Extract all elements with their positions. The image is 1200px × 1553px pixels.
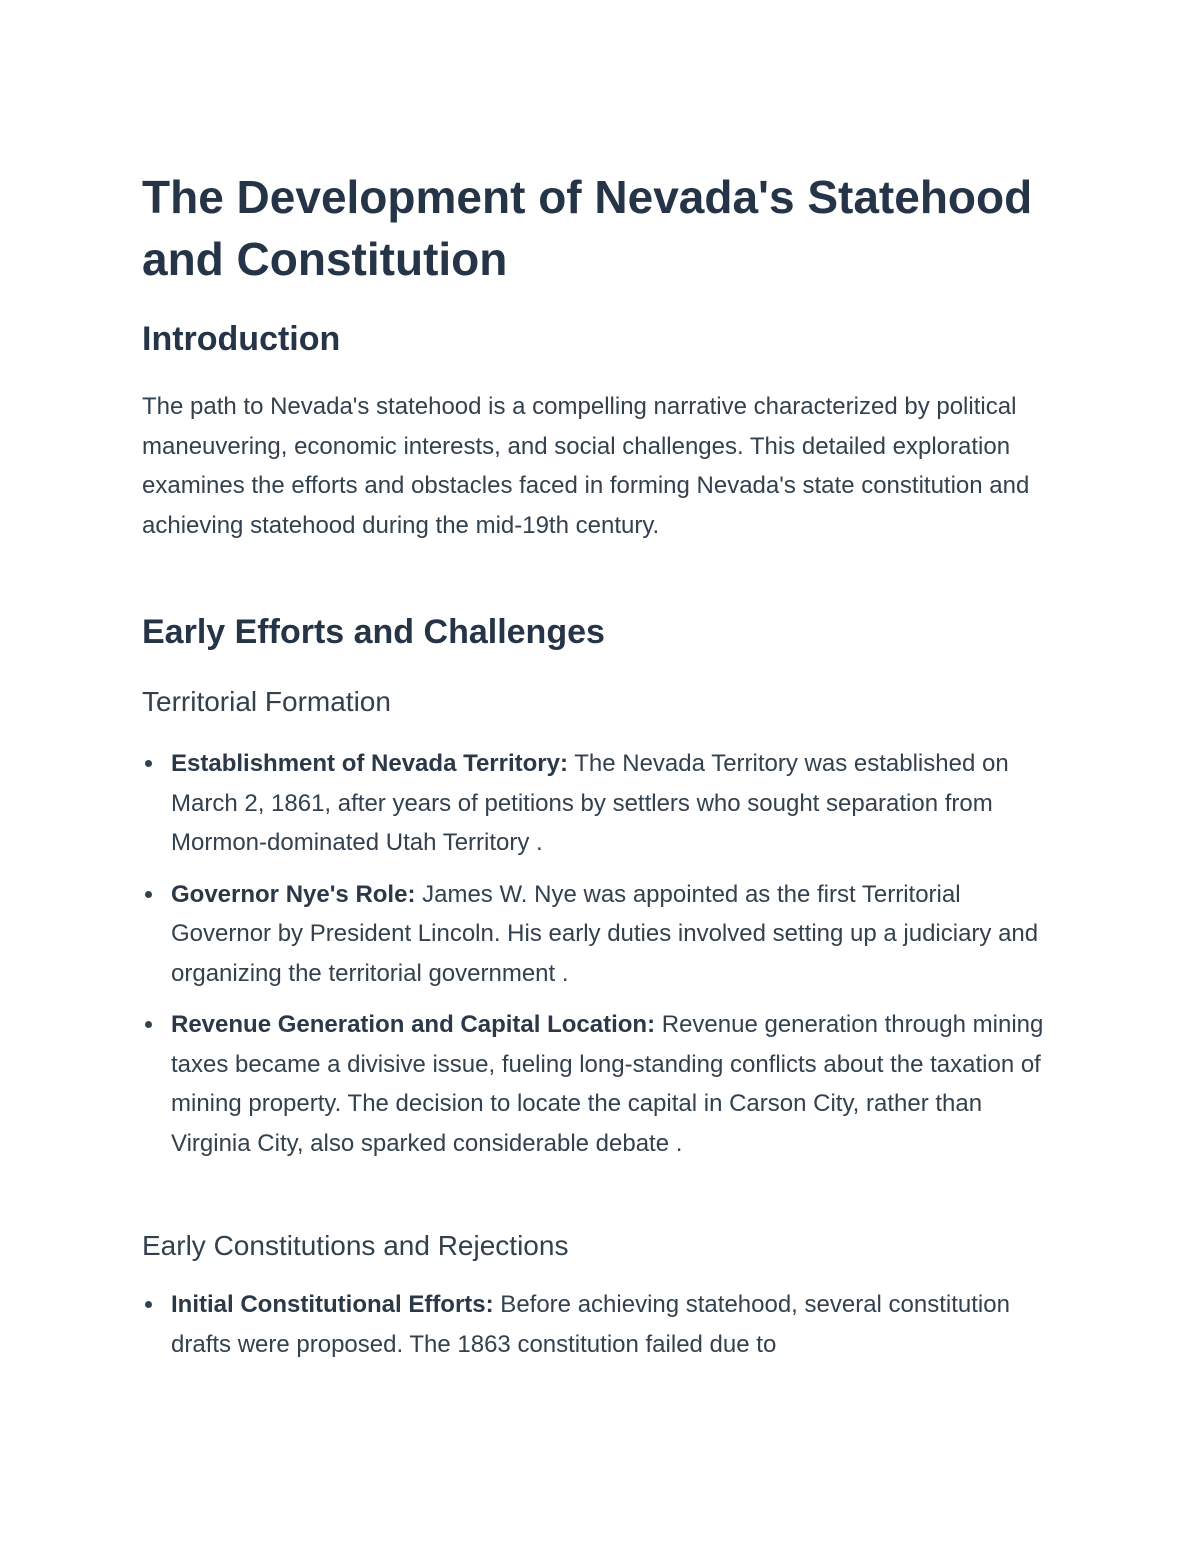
territorial-formation-heading: Territorial Formation	[142, 686, 391, 717]
list-item	[142, 1005, 1067, 1163]
list-item-text: The Nevada Territory was established on March 2, 1861, after years of petitions by settlers who sought separation from Mormon-dominated Utah Territory .	[171, 750, 1009, 856]
bullet-icon	[145, 1301, 152, 1308]
early-constitutions-list	[142, 1285, 1067, 1376]
introduction-heading: Introduction	[142, 320, 341, 358]
list-item-term: Governor Nye's Role:	[171, 880, 416, 908]
list-item-text: Before achieving statehood, several constitution drafts were proposed. The 1863 constitution failed due to	[171, 1291, 1010, 1358]
bullet-icon	[145, 1021, 152, 1028]
list-item-text: James W. Nye was appointed as the first Territorial Governor by President Lincoln. His early duties involved setting up a judiciary and organizing the territorial government .	[171, 880, 1039, 987]
list-item	[142, 1285, 1067, 1364]
list-item	[142, 875, 1067, 994]
bullet-icon	[145, 760, 152, 767]
territorial-formation-list	[142, 744, 1067, 1175]
list-item-term: Initial Constitutional Efforts:	[171, 1291, 494, 1318]
early-constitutions-heading: Early Constitutions and Rejections	[142, 1230, 569, 1261]
list-item	[142, 744, 1067, 863]
early-efforts-heading: Early Efforts and Challenges	[142, 613, 605, 651]
document-title: The Development of Nevada's Statehood and Constitution	[142, 171, 1033, 285]
introduction-paragraph: The path to Nevada's statehood is a compelling narrative characterized by political maneuvering, economic interests, and social challenges. This detailed exploration examines the efforts and obstacles faced in forming Nevada's state constitution and achieving statehood during the mid-19th century.	[142, 393, 1030, 539]
bullet-icon	[145, 891, 152, 898]
list-item-term: Revenue Generation and Capital Location:	[171, 1011, 656, 1038]
list-item-term: Establishment of Nevada Territory:	[171, 750, 568, 777]
list-item-text: Revenue generation through mining taxes became a divisive issue, fueling long-standing conflicts about the taxation of mining property. The decision to locate the capital in Carson City, rather than Virginia City, also sparked considerable debate .	[171, 1011, 1044, 1157]
